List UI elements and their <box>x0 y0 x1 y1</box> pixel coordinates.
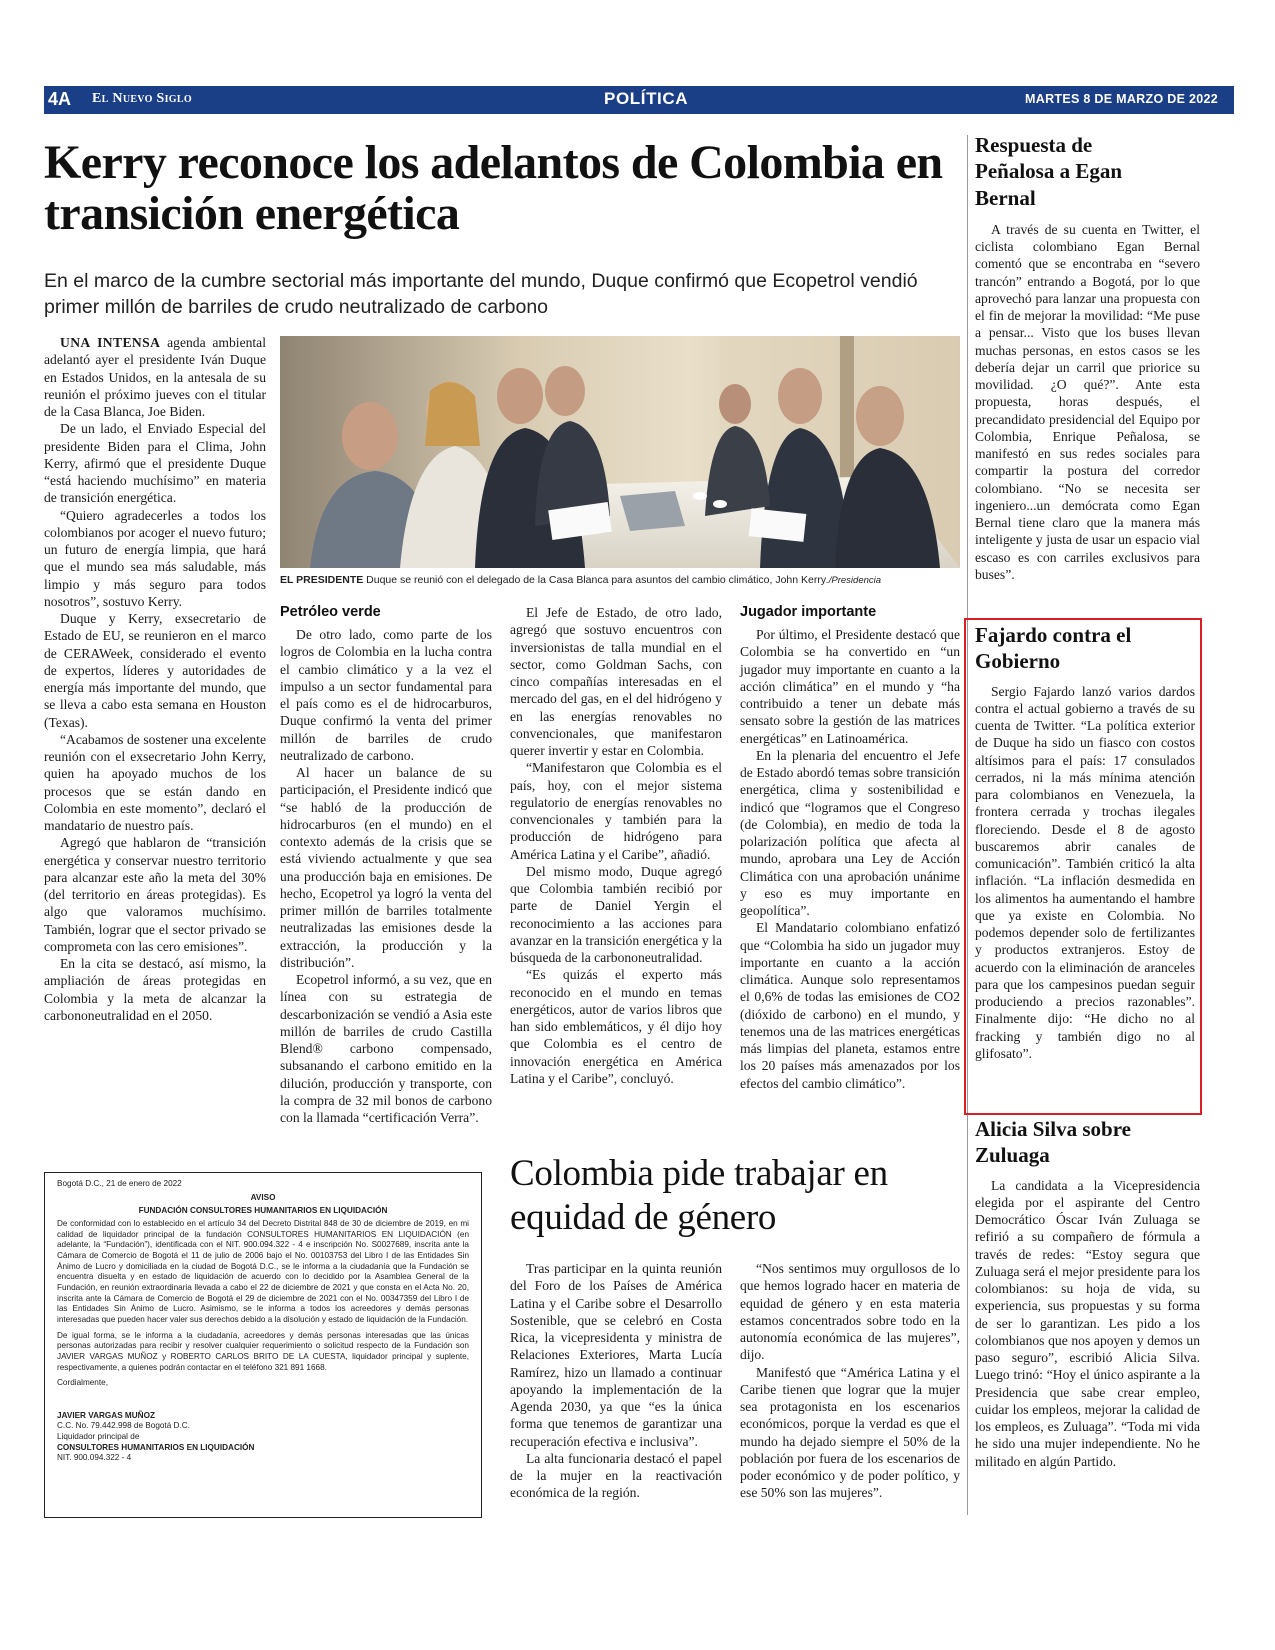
paragraph: Manifestó que “América Latina y el Caribe tienen que lograr que la mujer sea protagonista en los escenarios económicos, porque la verdad es que el mundo ha dejado siempre el 50% de la población por fuera de los escenarios de poder económico y de poder político, y ese 50% son las mujeres”. <box>740 1364 960 1501</box>
article-column-4 <box>740 604 960 1092</box>
section-name: POLÍTICA <box>604 89 689 108</box>
issue-date: MARTES 8 DE MARZO DE 2022 <box>1025 92 1218 106</box>
notice-organization: FUNDACIÓN CONSULTORES HUMANITARIOS EN LIQUIDACIÓN <box>138 1206 388 1216</box>
sidebar-text: La candidata a la Vicepresidencia elegida por el aspirante del Centro Democrático Óscar Iván Zuluaga se refirió a su compañero de fórmula a través de redes: “Estoy segura que Zuluaga será el mejor presidente para los colombianos: su hoja de vida, su experiencia, sus propuestas y su forma de ser lo garantizan. Les pido a los colombianos que nos apoyen y demos un paso seguro”, escribió Alicia Silva. Luego trinó: “Hoy el único aspirante a la Presidencia que sabe crear empleo, cuidar los empleos, mejorar la calidad de los empleos, es Zuluaga”. “Toda mi vida he sido una mujer independiente. No he militado en algún Partido. <box>975 1177 1200 1469</box>
signature-organization: CONSULTORES HUMANITARIOS EN LIQUIDACIÓN <box>57 1442 255 1452</box>
article-column-3 <box>510 604 722 1087</box>
paragraph: En la plenaria del encuentro el Jefe de Estado abordó temas sobre transición energética, clima y sostenibilidad e indicó que “logramos que el Congreso (de Colombia), en medio de toda la polarización política que afecta al mundo, aprobara una Ley de Acción Climática con una aprobación unánime y eso es muy importante en geopolítica”. <box>740 747 960 918</box>
paragraph: En la cita se destacó, así mismo, la ampliación de áreas protegidas en Colombia y la meta de alcanzar la carbononeutralidad en el 2050. <box>44 956 266 1023</box>
story-2-column-1 <box>510 1260 722 1502</box>
signature-role: Liquidador principal de <box>57 1432 140 1442</box>
section-subtitle: Petróleo verde <box>280 604 381 620</box>
paragraph: Del mismo modo, Duque agregó que Colombia también recibió por parte de Daniel Yergin el reconocimiento a las acciones para avanzar en la transición energética y la búsqueda de la carbononeutralidad. <box>510 863 722 965</box>
notice-paragraph: De conformidad con lo establecido en el artículo 34 del Decreto Distrital 848 de 30 de diciembre de 2019, en mi calidad de liquidador principal de la fundación CONSULTORES HUMANITARIOS EN LIQUIDACIÓN (en adelante, la “Fundación”), identificada con el NIT. 900.094.322 - 4 e inscripción No. S0027689, inscrita ante la Cámara de Comercio de Bogotá el 11 de julio de 2006 bajo el No. 00103753 del Libro I de las Entidades Sin Ánimo de Lucro y domiciliada en la ciudad de Bogotá D.C., se le informa a la ciudadanía que la Fundación se encuentra disuelta y en estado de liquidación de acuerdo con lo decidido por la Asamblea General de la Fundación, en reunión extraordinaria llevada a cabo el 22 de diciembre de 2021 y que consta en el Acta No. 20, inscrita ante la Cámara de Comercio de Bogotá el 29 de diciembre de 2021 con el No. 00347359 del Libro I de las Entidades Sin Ánimo de Lucro. Asimismo, se le informa a todos los acreedores y demás personas interesadas que pueden hacer valer sus derechos debido a la disolución y estado de liquidación de la Fundación. <box>57 1218 469 1324</box>
notice-date: Bogotá D.C., 21 de enero de 2022 <box>57 1179 182 1188</box>
sidebar-text-block <box>975 221 1200 583</box>
photo-credit: ./Presidencia <box>826 575 882 586</box>
notice-title: AVISO <box>250 1192 276 1202</box>
paragraph: “Es quizás el experto más reconocido en el mundo en temas energéticos, autor de varios libros que han sido emblemáticos, y él dijo hoy que Colombia es el centro de innovación energética en América Latina y el Caribe”, concluyó. <box>510 967 722 1086</box>
paragraph: agenda ambiental adelantó ayer el presidente Iván Duque en Estados Unidos, en la antesala de su reunión el próximo jueves con el titular de la Casa Blanca, Joe Biden. <box>44 335 266 419</box>
main-subhead: En el marco de la cumbre sectorial más importante del mundo, Duque confirmó que Ecopetrol vendió primer millón de barriles de crudo neutralizado de carbono <box>44 270 918 319</box>
main-headline: Kerry reconoce los adelantos de Colombia en transición energética <box>44 136 943 240</box>
paragraph: “Quiero agradecerles a todos los colombianos por acoger el nuevo futuro; un futuro de energía limpia, que hará que el mundo sea más saludable, más limpio y más seguro para todos nosotros”, sostuvo Kerry. <box>44 507 266 609</box>
page-number: 4A <box>48 89 72 109</box>
paragraph: “Manifestaron que Colombia es el país, hoy, con el mejor sistema regulatorio de energías renovables no convencionales y también para la producción de hidrógeno para América Latina y el Caribe”, añadió. <box>510 760 722 862</box>
meeting-photo <box>280 336 960 568</box>
sidebar-text-block <box>975 683 1195 1063</box>
meeting-photo-illustration <box>280 336 960 568</box>
sidebar-text: A través de su cuenta en Twitter, el ciclista colombiano Egan Bernal comentó que se encontraba en “severo trancón” entrando a Bogotá, por lo que aprovechó para lanzar una propuesta con el fin de mejorar la movilidad: “Me puse a pensar... Visto que los buses llevan muchas personas, en estos casos se les debería dejar un carril que priorice su movilidad. ¿O qué?”. Ante esta propuesta, horas después, el precandidato presidencial del Equipo por Colombia, Enrique Peñalosa, se manifestó en sus redes sociales para compartir la postura del corredor colombiano. “No se necesita ser ingeniero...un demócrata como Egan Bernal tiene claro que la manera más inteligente y justa de usar un espacio vial escaso es con carriles exclusivos para buses”. <box>975 221 1200 582</box>
caption-text: Duque se reunió con el delegado de la Casa Blanca para asuntos del cambio climático, John Kerry <box>363 574 827 586</box>
paragraph: Duque y Kerry, exsecretario de Estado de EU, se reunieron en el marco de CERAWeek, considerado el evento de expertos, líderes y autoridades de energía más importante del mundo, que se lleva a cabo esta semana en Houston (Texas). <box>44 611 266 730</box>
paragraph: Tras participar en la quinta reunión del Foro de los Países de América Latina y el Caribe sobre el Desarrollo Sostenible, que se celebró en Costa Rica, la vicepresidenta y ministra de Relaciones Exteriores, Marta Lucía Ramírez, hizo un llamado a continuar apoyando la implementación de la Agenda 2030, ya que “es la única forma que tenemos de garantizar una recuperación efectiva e inclusiva”. <box>510 1261 722 1449</box>
paragraph: “Acabamos de sostener una excelente reunión con el exsecretario John Kerry, quien ha apoyado muchos de los procesos que se están dando en Colombia en este momento”, declaró el mandatario de nuestro país. <box>44 731 266 833</box>
section-header-bar <box>44 86 1234 114</box>
publication-name: El Nuevo Siglo <box>92 91 192 106</box>
sidebar-title: Respuesta de Peñalosa a Egan Bernal <box>975 133 1123 210</box>
legal-notice-box <box>44 1172 482 1518</box>
sidebar-item-fajardo <box>975 622 1195 1062</box>
notice-closing: Cordialmente, <box>57 1378 108 1388</box>
sidebar-item-alicia-silva <box>975 1116 1200 1470</box>
story-2-headline: Colombia pide trabajar en equidad de género <box>510 1153 888 1238</box>
paragraph: El Mandatario colombiano enfatizó que “Colombia ha sido un jugador muy importante en cuanto a la acción climática. Aunque solo representamos el 0,6% de todas las emisiones de CO2 (dióxido de carbono) en el mundo, y tenemos una de las matrices energéticas más limpias del planeta, estamos entre los 20 países más amenazados por los efectos del cambio climático”. <box>740 920 960 1091</box>
paragraph: El Jefe de Estado, de otro lado, agregó que sostuvo encuentros con inversionistas de talla mundial en el sector, como Goldman Sachs, con cinco compañías interesadas en el mercado del gas, en el del hidrógeno y en las energías renovables no convencionales, que manifestaron querer invertir y estar en Colombia. <box>510 605 722 758</box>
paragraph: Agregó que hablaron de “transición energética y conservar nuestro territorio para alcanzar este año la meta del 30% (del territorio en áreas protegidas). Es algo que valoramos muchísimo. También, lograr que el sector privado se comprometa con las cero emisiones”. <box>44 835 266 954</box>
notice-paragraph: De igual forma, se le informa a la ciudadanía, acreedores y demás personas interesadas que las únicas personas autorizadas para recibir y resolver cualquier requerimiento o solicitud respecto de la Fundación son JAVIER VARGAS MUÑOZ y ROBERTO CARLOS BRITO DE LA CUESTA, liquidador principal y suplente, respectivamente, a quienes podrán contactar en el teléfono 321 891 1668. <box>57 1330 469 1372</box>
article-column-1 <box>44 334 266 1024</box>
signature-id: C.C. No. 79.442.998 de Bogotá D.C. <box>57 1421 190 1431</box>
story-2-column-2 <box>740 1260 960 1502</box>
sidebar-title: Alicia Silva sobre Zuluaga <box>975 1117 1131 1168</box>
paragraph: La alta funcionaria destacó el papel de la mujer en la reactivación económica de la región. <box>510 1450 722 1501</box>
paragraph: Ecopetrol informó, a su vez, que en línea con su estrategia de descarbonización se vendió a Asia este millón de barriles de crudo Castilla Blend® carbono compensado, subsanando el carbono emitido en la dilución, producción y transporte, con la compra de 32 mil bonos de carbono con la llamada “certificación Verra”. <box>280 972 492 1125</box>
sidebar-text: Sergio Fajardo lanzó varios dardos contra el actual gobierno a través de su cuenta de Twitter. “La política exterior de Duque ha sido un fiasco con costos altísimos para el país: 17 consulados cerrados, ni la más mínima atención para colombianos en Venezuela, la frontera cerrada y trochas ilegales floreciendo. Desde el 8 de agosto buscaremos abrir canales de comunicación”. También criticó la alta inflación. “La inflación desmedida en los alimentos ha aumentando el hambre que ya existe en Colombia. No podemos depender solo de fertilizantes y productos extranjeros. Estoy de acuerdo con la eliminación de aranceles para que los campesinos puedan seguir produciendo a precios razonables”. Finalmente dijo: “He dicho no al fracking y también digo no al glifosato”. <box>975 683 1195 1061</box>
paragraph: Al hacer un balance de su participación, el Presidente indicó que “se habló de la producción de hidrocarburos (en el mundo) en el contexto además de la crisis que se está viviendo actualmente y que sea una producción baja en emisiones. De hecho, Ecopetrol ya logró la venta del primer millón de barriles totalmente neutralizadas las emisiones desde la extracción, la producción y la distribución”. <box>280 765 492 970</box>
paragraph: “Nos sentimos muy orgullosos de lo que hemos logrado hacer en materia de equidad de género y en esta materia estamos concentrados sobre todo en la autonomía económica de las mujeres”, dijo. <box>740 1261 960 1363</box>
paragraph: De otro lado, como parte de los logros de Colombia en la lucha contra el cambio climático y a la vez el impulso a un sector fundamental para el país como es el de hidrocarburos, Duque confirmó la venta del primer millón de barriles de crudo neutralizado de carbono. <box>280 627 492 763</box>
photo-caption <box>280 574 970 587</box>
lead-in: UNA INTENSA <box>60 335 161 350</box>
sidebar-item-penalosa <box>975 132 1200 583</box>
signature-name: JAVIER VARGAS MUÑOZ <box>57 1410 155 1420</box>
paragraph: Por último, el Presidente destacó que Colombia se ha convertido en “un jugador muy importante en cuanto a la acción climática” en el mundo y “ha contribuido a tener un debate más sensato sobre la gestión de las matrices energéticas” en Latinoamérica. <box>740 627 960 746</box>
sidebar-text-block <box>975 1177 1200 1470</box>
signature-nit: NIT. 900.094.322 - 4 <box>57 1453 132 1463</box>
article-column-2 <box>280 604 492 1126</box>
section-subtitle: Jugador importante <box>740 604 877 620</box>
sidebar-title: Fajardo contra el Gobierno <box>975 623 1132 674</box>
paragraph: De un lado, el Enviado Especial del presidente Biden para el Clima, John Kerry, afirmó que el presidente Duque “está haciendo muchísimo” en materia de transición energética. <box>44 421 266 506</box>
caption-lead: EL PRESIDENTE <box>280 574 364 586</box>
